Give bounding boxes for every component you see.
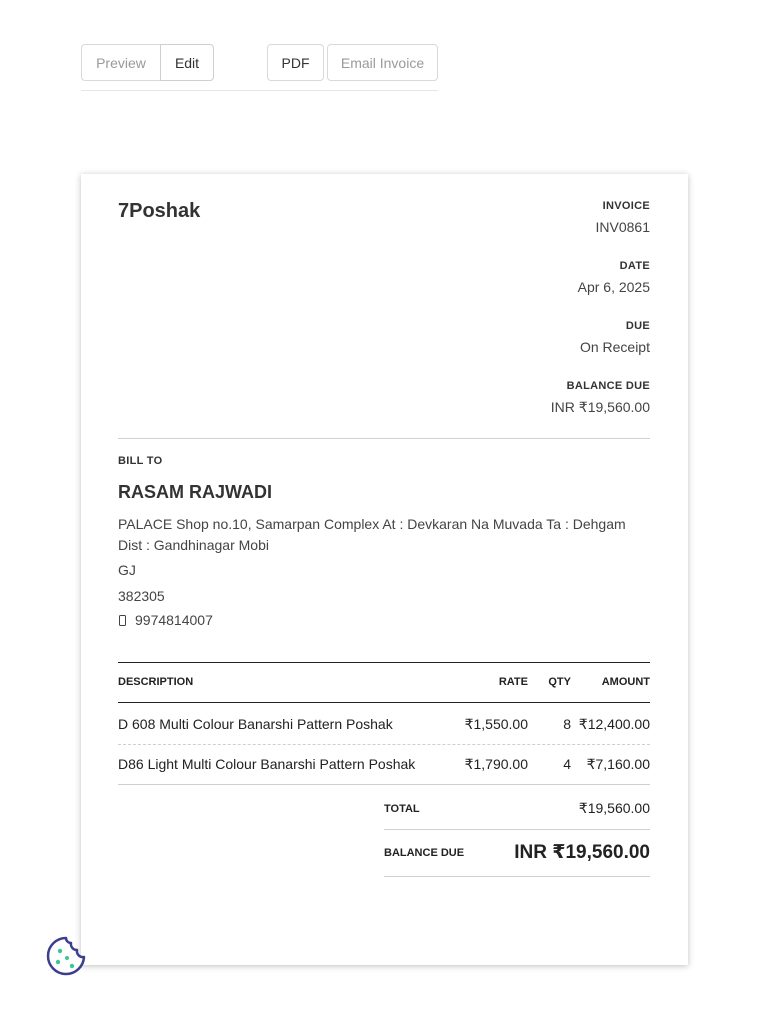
row-qty: 8 [563, 716, 571, 732]
email-invoice-button[interactable]: Email Invoice [327, 44, 438, 81]
row-rate: ₹1,550.00 [464, 716, 528, 732]
header-amount: AMOUNT [601, 676, 650, 688]
invoice-sheet [81, 174, 688, 965]
totals-bottom-divider [384, 876, 650, 877]
client-phone [118, 612, 213, 628]
meta-date [578, 260, 650, 295]
header-description: DESCRIPTION [118, 676, 194, 688]
meta-value-due: On Receipt [579, 339, 650, 355]
bill-to-label: BILL TO [118, 455, 163, 467]
cookie-settings-button[interactable] [45, 935, 87, 977]
table-row [118, 744, 650, 785]
client-phone-number: 9974814007 [135, 612, 213, 628]
meta-label-due: DUE [625, 320, 650, 332]
row-rate: ₹1,790.00 [464, 756, 528, 772]
header-rate: RATE [498, 676, 528, 688]
row-amount: ₹12,400.00 [578, 716, 650, 732]
meta-value-date: Apr 6, 2025 [577, 279, 650, 295]
totals-divider [384, 829, 650, 830]
meta-invoice [596, 200, 650, 235]
row-description: D 608 Multi Colour Banarshi Pattern Poshak [118, 716, 393, 732]
invoice-toolbar [81, 44, 438, 91]
company-name: 7Poshak [118, 200, 201, 222]
balance-due-label: BALANCE DUE [384, 847, 465, 859]
total-value: ₹19,560.00 [578, 800, 650, 816]
cookie-icon [45, 935, 87, 977]
row-description: D86 Light Multi Colour Banarshi Pattern Poshak [118, 756, 416, 772]
table-row [118, 704, 650, 745]
meta-label-date: DATE [619, 260, 650, 272]
meta-balance-due [551, 380, 650, 416]
header-qty: QTY [548, 676, 571, 688]
meta-label-invoice: INVOICE [602, 200, 650, 212]
mobile-phone-icon [119, 615, 126, 626]
pdf-button[interactable]: PDF [267, 44, 324, 81]
client-address: PALACE Shop no.10, Samarpan Complex At : Devkaran Na Muvada Ta : Dehgam Dist : Gandhinagar Mobi [118, 516, 626, 553]
divider [118, 438, 650, 439]
preview-button[interactable]: Preview [81, 44, 161, 81]
row-qty: 4 [563, 756, 571, 772]
meta-label-balance-due: BALANCE DUE [566, 380, 650, 392]
meta-value-invoice-number: INV0861 [595, 219, 650, 235]
meta-value-balance-due: INR ₹19,560.00 [550, 399, 650, 415]
items-table-header [118, 662, 650, 703]
row-amount: ₹7,160.00 [586, 756, 650, 772]
total-label: TOTAL [384, 803, 420, 815]
meta-due [580, 320, 650, 355]
client-name: RASAM RAJWADI [118, 482, 273, 502]
client-zip: 382305 [118, 588, 165, 604]
client-state: GJ [118, 562, 136, 578]
edit-button[interactable]: Edit [160, 44, 214, 81]
balance-due-value: INR ₹19,560.00 [514, 842, 650, 863]
